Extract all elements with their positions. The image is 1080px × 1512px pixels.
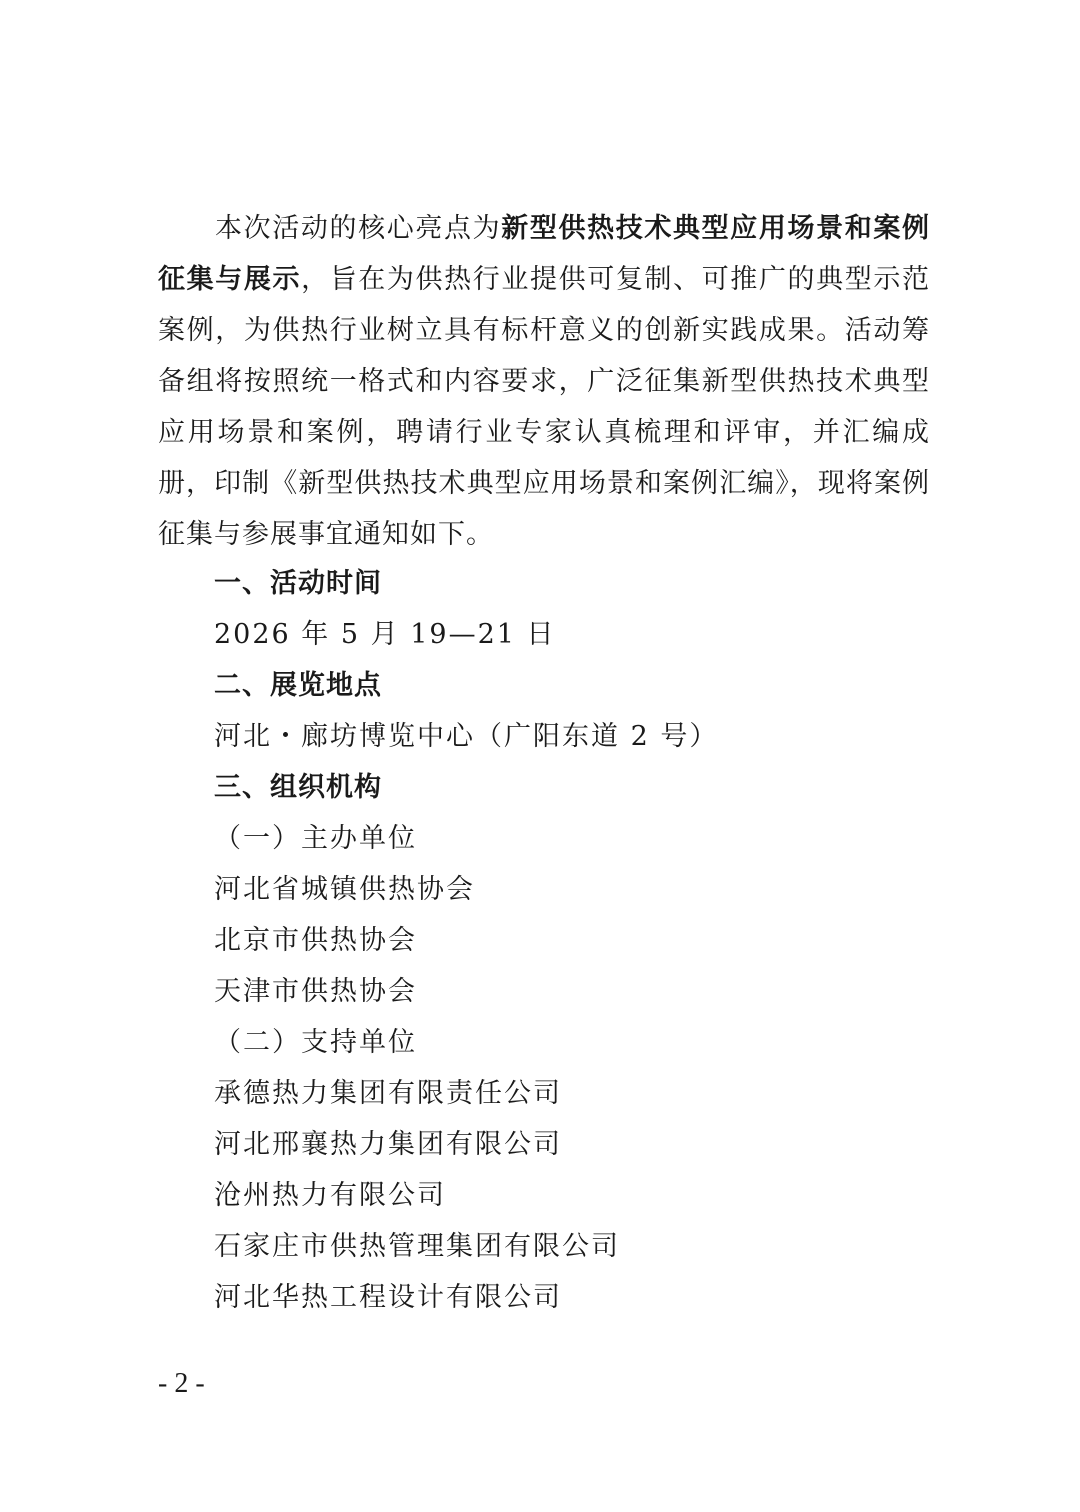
host-subheading: （一）主办单位	[214, 823, 417, 854]
intro-paragraph	[158, 203, 930, 560]
intro-bold-highlight: 新型供热技术典型应用场景和案例征集与展示	[158, 213, 930, 295]
intro-text-part2: ，旨在为供热行业提供可复制、可推广的典型示范案例，为供热行业树立具有标杆意义的创新实践成果。活动筹备组将按照统一格式和内容要求，广泛征集新型供热技术典型应用场景和案例，聘请行业专家认真梳理和评审，并汇编成册，印制《新型供热技术典型应用场景和案例汇编》，现将案例征集与参展事宜通知如下。	[158, 264, 931, 550]
host-item: 北京市供热协会	[214, 925, 417, 956]
support-item: 河北邢襄热力集团有限公司	[214, 1129, 562, 1160]
support-item: 河北华热工程设计有限公司	[214, 1282, 562, 1313]
host-item: 天津市供热协会	[214, 976, 417, 1007]
section3-heading: 三、组织机构	[214, 772, 382, 803]
section2-heading: 二、展览地点	[214, 670, 382, 701]
intro-text-part1: 本次活动的核心亮点为	[215, 213, 502, 244]
section2-content: 河北・廊坊博览中心（广阳东道 2 号）	[214, 721, 719, 752]
support-subheading: （二）支持单位	[214, 1027, 417, 1058]
support-item: 承德热力集团有限责任公司	[214, 1078, 562, 1109]
support-item: 石家庄市供热管理集团有限公司	[214, 1231, 620, 1262]
section1-content: 2026 年 5 月 19—21 日	[214, 619, 556, 650]
support-item: 沧州热力有限公司	[214, 1180, 446, 1211]
page-number: - 2 -	[158, 1368, 205, 1399]
section1-heading: 一、活动时间	[214, 568, 382, 599]
host-item: 河北省城镇供热协会	[214, 874, 475, 905]
